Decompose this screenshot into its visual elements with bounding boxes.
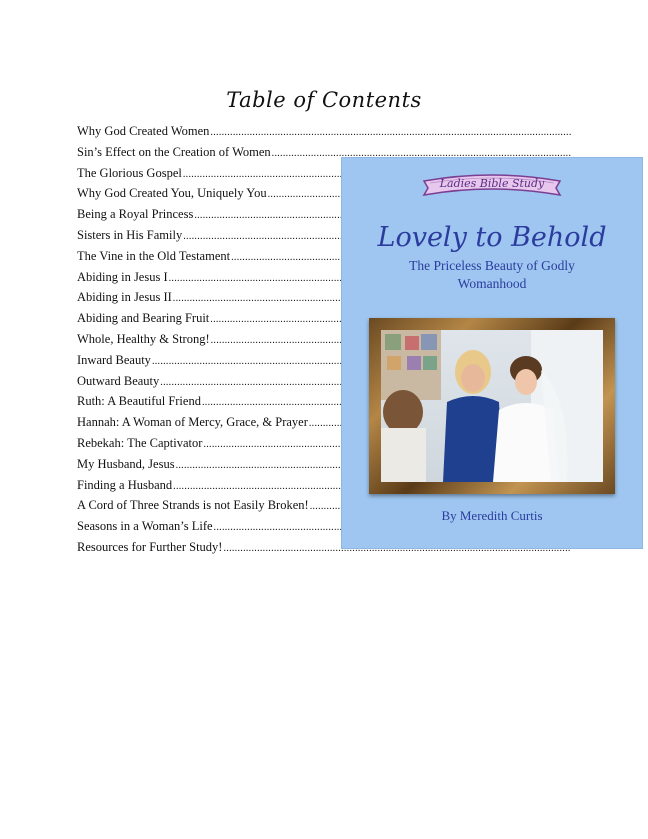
cover-subtitle: The Priceless Beauty of Godly Womanhood — [409, 258, 575, 291]
ornate-frame — [369, 318, 615, 494]
toc-item-label: Hannah: A Woman of Mercy, Grace, & Prayer — [77, 415, 308, 430]
toc-item-label: The Vine in the Old Testament — [77, 248, 231, 263]
photo-illustration-icon — [381, 330, 603, 482]
toc-title: Table of Contents — [226, 88, 422, 112]
toc-item-label: Resources for Further Study! — [77, 539, 223, 554]
toc-item-label: Sin’s Effect on the Creation of Women — [77, 144, 271, 159]
toc-item-label: A Cord of Three Strands is not Easily Broken! — [77, 498, 309, 513]
leader-dots — [210, 121, 571, 142]
cover-author: By Meredith Curtis — [441, 508, 543, 523]
toc-item-label: The Glorious Gospel — [77, 165, 182, 180]
bride-mirror-photo — [381, 330, 603, 482]
toc-item-label: Abiding and Bearing Fruit — [77, 311, 210, 326]
ribbon-text: Ladies Bible Study — [439, 177, 545, 190]
toc-item-label: Seasons in a Woman’s Life — [77, 519, 213, 534]
toc-item-label: Abiding in Jesus I — [77, 269, 168, 284]
toc-item — [77, 121, 571, 142]
toc-item-label: Inward Beauty — [77, 352, 151, 367]
toc-item-label: My Husband, Jesus — [77, 456, 175, 471]
toc-item-label: Why God Created Women — [77, 124, 210, 138]
toc-item-label: Finding a Husband — [77, 477, 173, 492]
ribbon-banner — [420, 171, 564, 205]
toc-item-label: Ruth: A Beautiful Friend — [77, 394, 201, 409]
toc-item-label: Sisters in His Family — [77, 227, 183, 242]
toc-item-label: Being a Royal Princess — [77, 207, 194, 222]
toc-item-label: Abiding in Jesus II — [77, 290, 172, 305]
cover-title: Lovely to Behold — [377, 222, 607, 253]
toc-item-label: Outward Beauty — [77, 373, 160, 388]
toc-item-label: Whole, Healthy & Strong! — [77, 331, 210, 346]
toc-item-label: Rebekah: The Captivator — [77, 435, 203, 450]
toc-item-label: Why God Created You, Uniquely You — [77, 186, 267, 201]
book-cover — [342, 158, 642, 548]
